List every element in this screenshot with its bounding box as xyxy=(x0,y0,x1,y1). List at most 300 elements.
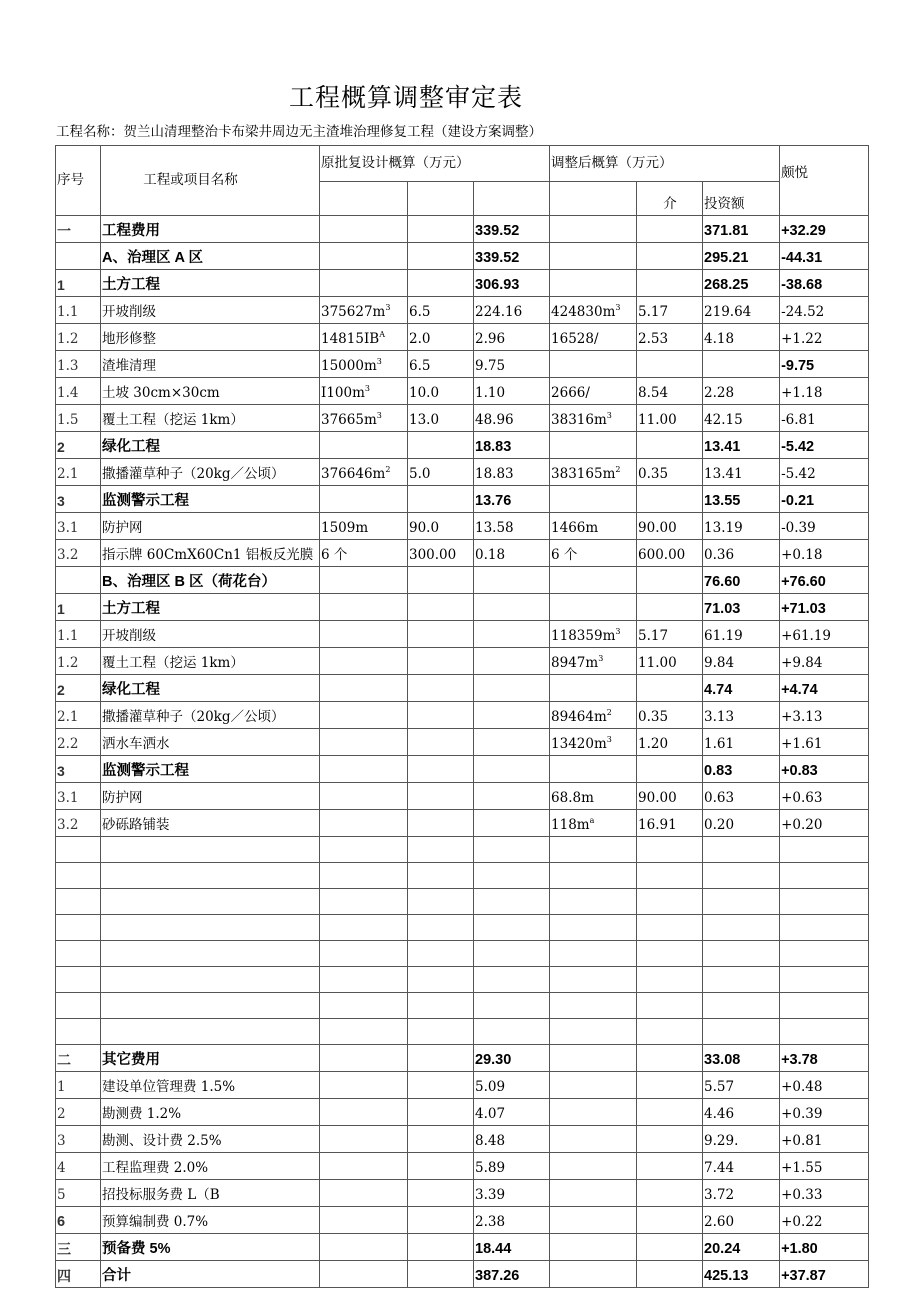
difference-text: +0.63 xyxy=(781,790,823,806)
original-price-cell xyxy=(408,702,474,729)
table-row xyxy=(56,702,869,729)
table-row xyxy=(56,783,869,810)
original-amount-text: 13.76 xyxy=(475,493,512,509)
table-row xyxy=(56,756,869,783)
adjusted-unit-price-text: 5.17 xyxy=(638,304,669,320)
original-qty-cell xyxy=(320,432,408,459)
name-cell xyxy=(101,1261,320,1288)
original-qty-text: I100m xyxy=(321,385,365,401)
name-cell xyxy=(101,941,320,967)
adjusted-amount-cell xyxy=(703,1126,780,1153)
original-amount-cell xyxy=(474,729,550,756)
name-cell xyxy=(101,783,320,810)
seq-text: 2 xyxy=(57,682,65,698)
original-price-cell xyxy=(408,405,474,432)
difference-cell xyxy=(780,1234,869,1261)
original-price-cell xyxy=(408,1207,474,1234)
name-text: 勘测费 1.2% xyxy=(102,1106,182,1122)
original-amount-text: 18.83 xyxy=(475,466,514,482)
difference-cell xyxy=(780,1153,869,1180)
seq-text: 1.2 xyxy=(57,331,79,347)
adjusted-unit-price-cell xyxy=(637,783,703,810)
adjusted-qty-text: 6 个 xyxy=(551,547,578,563)
name-text: 覆土工程（挖运 1km） xyxy=(102,655,244,671)
adjusted-amount-text: 371.81 xyxy=(704,223,749,239)
table-row xyxy=(56,621,869,648)
adjusted-amount-text: 9.84 xyxy=(704,655,735,671)
difference-cell xyxy=(780,594,869,621)
seq-text: 3.1 xyxy=(57,520,79,536)
original-amount-text: 18.44 xyxy=(475,1241,512,1257)
difference-text: +0.22 xyxy=(781,1214,823,1230)
adjusted-qty-cell xyxy=(550,702,637,729)
original-amount-cell xyxy=(474,967,550,993)
name-text: 指示牌 60CmX60Cn1 铝板反光膜 xyxy=(102,547,314,563)
adjusted-amount-cell xyxy=(703,378,780,405)
name-text: 地形修整 xyxy=(102,331,156,347)
difference-cell xyxy=(780,351,869,378)
name-text: 其它费用 xyxy=(102,1052,160,1068)
original-amount-text: 4.07 xyxy=(475,1106,506,1122)
name-text: 砂砾路铺装 xyxy=(102,817,170,833)
adjusted-unit-price-cell xyxy=(637,270,703,297)
name-cell xyxy=(101,863,320,889)
table-row xyxy=(56,1261,869,1288)
original-qty-cell xyxy=(320,1045,408,1072)
adjusted-qty-cell xyxy=(550,378,637,405)
seq-text: 2 xyxy=(57,439,65,455)
header-row-1 xyxy=(56,146,869,182)
name-text: 合计 xyxy=(102,1268,131,1284)
difference-cell xyxy=(780,621,869,648)
difference-text: +71.03 xyxy=(781,601,826,617)
original-amount-cell xyxy=(474,889,550,915)
name-cell xyxy=(101,297,320,324)
table-row xyxy=(56,941,869,967)
original-amount-cell xyxy=(474,1099,550,1126)
original-qty-cell xyxy=(320,1126,408,1153)
original-qty-text: 376646m xyxy=(321,466,386,482)
original-qty-cell xyxy=(320,648,408,675)
adjusted-unit-price-cell xyxy=(637,324,703,351)
unit-superscript: 2 xyxy=(385,465,391,474)
original-qty-cell xyxy=(320,889,408,915)
adjusted-amount-cell xyxy=(703,915,780,941)
adjusted-qty-cell xyxy=(550,783,637,810)
header-original-group: 原批复设计概算（万元） xyxy=(320,146,550,182)
adjusted-unit-price-text: 90.00 xyxy=(638,790,677,806)
name-cell xyxy=(101,889,320,915)
seq-cell xyxy=(56,967,101,993)
adjusted-qty-cell xyxy=(550,1180,637,1207)
name-cell xyxy=(101,1019,320,1045)
unit-superscript: 2 xyxy=(615,465,621,474)
adjusted-amount-cell xyxy=(703,216,780,243)
original-price-text: 13.0 xyxy=(409,412,440,428)
adjusted-amount-text: 33.08 xyxy=(704,1052,741,1068)
name-text: 建设单位管理费 1.5% xyxy=(102,1079,236,1095)
original-price-cell xyxy=(408,1019,474,1045)
difference-cell xyxy=(780,378,869,405)
adjusted-unit-price-text: 2.53 xyxy=(638,331,669,347)
name-text: 开坡削级 xyxy=(102,304,156,320)
table-row xyxy=(56,993,869,1019)
difference-text: +3.13 xyxy=(781,709,823,725)
name-text: A、治理区 A 区 xyxy=(102,250,203,266)
name-cell xyxy=(101,513,320,540)
original-qty-cell xyxy=(320,675,408,702)
header-difference: 颇悦 xyxy=(780,146,869,216)
original-amount-cell xyxy=(474,297,550,324)
budget-adjustment-table xyxy=(55,145,869,1288)
header-original-price xyxy=(408,182,474,216)
adjusted-amount-cell xyxy=(703,1234,780,1261)
name-cell xyxy=(101,351,320,378)
header-adjusted-unit-price: 介 xyxy=(637,182,703,216)
difference-cell xyxy=(780,405,869,432)
original-amount-text: 2.38 xyxy=(475,1214,506,1230)
original-qty-cell xyxy=(320,297,408,324)
difference-cell xyxy=(780,889,869,915)
name-cell xyxy=(101,993,320,1019)
adjusted-amount-text: 4.18 xyxy=(704,331,735,347)
adjusted-unit-price-cell xyxy=(637,432,703,459)
seq-cell xyxy=(56,1126,101,1153)
table-row xyxy=(56,810,869,837)
adjusted-qty-cell xyxy=(550,1126,637,1153)
adjusted-unit-price-text: 16.91 xyxy=(638,817,677,833)
original-qty-cell xyxy=(320,837,408,863)
name-cell xyxy=(101,1207,320,1234)
difference-cell xyxy=(780,993,869,1019)
name-text: 土方工程 xyxy=(102,601,160,617)
adjusted-amount-cell xyxy=(703,1180,780,1207)
adjusted-qty-text: 8947m xyxy=(551,655,599,671)
adjusted-amount-text: 2.28 xyxy=(704,385,735,401)
header-original-amount xyxy=(474,182,550,216)
adjusted-amount-cell xyxy=(703,889,780,915)
difference-cell xyxy=(780,648,869,675)
adjusted-qty-cell xyxy=(550,1153,637,1180)
adjusted-amount-text: 2.60 xyxy=(704,1214,735,1230)
original-amount-cell xyxy=(474,702,550,729)
seq-cell xyxy=(56,1072,101,1099)
original-qty-cell xyxy=(320,243,408,270)
adjusted-unit-price-cell xyxy=(637,378,703,405)
original-price-cell xyxy=(408,1153,474,1180)
adjusted-unit-price-cell xyxy=(637,1153,703,1180)
original-amount-cell xyxy=(474,1019,550,1045)
original-price-cell xyxy=(408,513,474,540)
table-row xyxy=(56,1045,869,1072)
seq-text: 3 xyxy=(57,1133,66,1149)
difference-text: +32.29 xyxy=(781,223,826,239)
difference-cell xyxy=(780,567,869,594)
adjusted-amount-cell xyxy=(703,567,780,594)
original-amount-cell xyxy=(474,941,550,967)
table-row xyxy=(56,1126,869,1153)
unit-superscript: 3 xyxy=(615,627,621,636)
original-amount-text: 306.93 xyxy=(475,277,520,293)
name-text: 监测警示工程 xyxy=(102,763,189,779)
difference-text: -44.31 xyxy=(781,250,823,266)
name-cell xyxy=(101,756,320,783)
project-label: 工程名称： xyxy=(56,124,124,140)
adjusted-amount-text: 0.20 xyxy=(704,817,735,833)
table-row xyxy=(56,1153,869,1180)
table-row xyxy=(56,1019,869,1045)
adjusted-amount-cell xyxy=(703,783,780,810)
difference-cell xyxy=(780,915,869,941)
seq-text: 1 xyxy=(57,277,65,293)
difference-text: +3.78 xyxy=(781,1052,818,1068)
original-qty-cell xyxy=(320,486,408,513)
difference-text: +0.20 xyxy=(781,817,823,833)
adjusted-qty-text: 2666/ xyxy=(551,385,590,401)
adjusted-amount-cell xyxy=(703,621,780,648)
adjusted-amount-cell xyxy=(703,243,780,270)
original-amount-text: 9.75 xyxy=(475,358,506,374)
name-text: 开坡削级 xyxy=(102,628,156,644)
original-price-cell xyxy=(408,540,474,567)
difference-cell xyxy=(780,1180,869,1207)
original-amount-cell xyxy=(474,1180,550,1207)
table-row xyxy=(56,675,869,702)
original-amount-cell xyxy=(474,993,550,1019)
adjusted-qty-cell xyxy=(550,216,637,243)
seq-cell xyxy=(56,243,101,270)
difference-cell xyxy=(780,1207,869,1234)
table-row xyxy=(56,243,869,270)
original-price-text: 300.00 xyxy=(409,547,457,563)
adjusted-qty-cell xyxy=(550,941,637,967)
difference-cell xyxy=(780,1261,869,1288)
header-adjusted-group: 调整后概算（万元） xyxy=(550,146,780,182)
name-text: 土方工程 xyxy=(102,277,160,293)
adjusted-amount-cell xyxy=(703,513,780,540)
name-cell xyxy=(101,216,320,243)
original-amount-cell xyxy=(474,675,550,702)
adjusted-amount-text: 219.64 xyxy=(704,304,752,320)
adjusted-amount-text: 20.24 xyxy=(704,1241,741,1257)
adjusted-amount-cell xyxy=(703,405,780,432)
adjusted-amount-cell xyxy=(703,993,780,1019)
original-qty-cell xyxy=(320,783,408,810)
adjusted-unit-price-cell xyxy=(637,915,703,941)
adjusted-amount-cell xyxy=(703,1261,780,1288)
table-row xyxy=(56,270,869,297)
original-price-cell xyxy=(408,378,474,405)
original-amount-cell xyxy=(474,621,550,648)
original-amount-cell xyxy=(474,1045,550,1072)
adjusted-unit-price-text: 11.00 xyxy=(638,655,677,671)
adjusted-qty-cell xyxy=(550,405,637,432)
table-row xyxy=(56,540,869,567)
original-qty-cell xyxy=(320,567,408,594)
name-cell xyxy=(101,324,320,351)
seq-cell xyxy=(56,648,101,675)
original-price-cell xyxy=(408,1099,474,1126)
difference-text: -0.39 xyxy=(781,520,816,536)
seq-cell xyxy=(56,941,101,967)
adjusted-unit-price-cell xyxy=(637,405,703,432)
seq-text: 1.5 xyxy=(57,412,79,428)
difference-cell xyxy=(780,756,869,783)
original-amount-cell xyxy=(474,1261,550,1288)
original-qty-cell xyxy=(320,1180,408,1207)
seq-cell xyxy=(56,889,101,915)
name-text: 绿化工程 xyxy=(102,682,160,698)
seq-text: 3 xyxy=(57,493,65,509)
original-price-cell xyxy=(408,567,474,594)
adjusted-unit-price-text: 0.35 xyxy=(638,709,669,725)
original-price-cell xyxy=(408,729,474,756)
difference-text: +0.83 xyxy=(781,763,818,779)
seq-cell xyxy=(56,594,101,621)
difference-cell xyxy=(780,216,869,243)
original-qty-text: 14815IB xyxy=(321,331,380,347)
difference-text: +76.60 xyxy=(781,574,826,590)
adjusted-amount-cell xyxy=(703,540,780,567)
difference-text: -9.75 xyxy=(781,358,815,374)
unit-superscript: 3 xyxy=(376,411,382,420)
original-amount-cell xyxy=(474,351,550,378)
difference-cell xyxy=(780,729,869,756)
adjusted-amount-cell xyxy=(703,297,780,324)
original-price-cell xyxy=(408,993,474,1019)
name-cell xyxy=(101,648,320,675)
original-amount-cell xyxy=(474,567,550,594)
difference-cell xyxy=(780,675,869,702)
adjusted-amount-cell xyxy=(703,486,780,513)
adjusted-unit-price-cell xyxy=(637,567,703,594)
unit-superscript: 3 xyxy=(364,384,370,393)
table-row xyxy=(56,432,869,459)
name-cell xyxy=(101,729,320,756)
adjusted-qty-text: 16528/ xyxy=(551,331,599,347)
original-qty-cell xyxy=(320,993,408,1019)
adjusted-qty-text: 118m xyxy=(551,817,590,833)
original-qty-cell xyxy=(320,459,408,486)
adjusted-qty-cell xyxy=(550,837,637,863)
difference-text: +9.84 xyxy=(781,655,823,671)
unit-superscript: 3 xyxy=(598,654,604,663)
adjusted-unit-price-text: 1.20 xyxy=(638,736,669,752)
adjusted-qty-text: 424830m xyxy=(551,304,616,320)
table-row xyxy=(56,567,869,594)
seq-text: 1 xyxy=(57,1079,66,1095)
original-amount-text: 48.96 xyxy=(475,412,514,428)
original-price-cell xyxy=(408,594,474,621)
adjusted-unit-price-cell xyxy=(637,810,703,837)
adjusted-amount-cell xyxy=(703,837,780,863)
name-cell xyxy=(101,432,320,459)
table-row xyxy=(56,889,869,915)
table-row xyxy=(56,837,869,863)
adjusted-amount-cell xyxy=(703,941,780,967)
original-qty-cell xyxy=(320,702,408,729)
seq-text: 2 xyxy=(57,1106,66,1122)
seq-cell xyxy=(56,486,101,513)
difference-text: +61.19 xyxy=(781,628,832,644)
difference-cell xyxy=(780,1072,869,1099)
original-price-text: 6.5 xyxy=(409,304,431,320)
adjusted-amount-text: 1.61 xyxy=(704,736,735,752)
difference-text: -38.68 xyxy=(781,277,823,293)
adjusted-amount-cell xyxy=(703,459,780,486)
adjusted-unit-price-cell xyxy=(637,243,703,270)
original-amount-cell xyxy=(474,863,550,889)
adjusted-qty-cell xyxy=(550,567,637,594)
difference-cell xyxy=(780,967,869,993)
difference-text: +0.48 xyxy=(781,1079,823,1095)
seq-cell xyxy=(56,270,101,297)
adjusted-unit-price-cell xyxy=(637,675,703,702)
adjusted-qty-cell xyxy=(550,1045,637,1072)
original-qty-cell xyxy=(320,540,408,567)
adjusted-amount-text: 13.55 xyxy=(704,493,741,509)
seq-text: 四 xyxy=(57,1268,71,1284)
original-amount-cell xyxy=(474,648,550,675)
adjusted-amount-text: 61.19 xyxy=(704,628,743,644)
difference-cell xyxy=(780,324,869,351)
original-price-cell xyxy=(408,756,474,783)
original-qty-cell xyxy=(320,270,408,297)
adjusted-amount-text: 0.83 xyxy=(704,763,733,779)
original-amount-cell xyxy=(474,783,550,810)
original-price-cell xyxy=(408,941,474,967)
table-row xyxy=(56,863,869,889)
original-amount-text: 1.10 xyxy=(475,385,506,401)
original-amount-cell xyxy=(474,432,550,459)
difference-cell xyxy=(780,810,869,837)
original-price-cell xyxy=(408,459,474,486)
table-row xyxy=(56,513,869,540)
adjusted-amount-text: 76.60 xyxy=(704,574,741,590)
header-adjusted-qty xyxy=(550,182,637,216)
adjusted-qty-text: 1466m xyxy=(551,520,599,536)
unit-superscript: 3 xyxy=(606,411,612,420)
adjusted-qty-cell xyxy=(550,648,637,675)
difference-text: +1.55 xyxy=(781,1160,823,1176)
original-price-cell xyxy=(408,648,474,675)
seq-text: 2.1 xyxy=(57,466,79,482)
adjusted-amount-cell xyxy=(703,729,780,756)
original-price-cell xyxy=(408,351,474,378)
original-amount-text: 29.30 xyxy=(475,1052,512,1068)
name-text: 渣堆清理 xyxy=(102,358,156,374)
name-text: 土坡 30cm×30cm xyxy=(102,385,220,401)
original-price-cell xyxy=(408,1261,474,1288)
adjusted-qty-text: 383165m xyxy=(551,466,616,482)
original-price-cell xyxy=(408,783,474,810)
name-text: 招投标服务费 L（B xyxy=(102,1187,220,1203)
original-qty-cell xyxy=(320,1019,408,1045)
name-text: 预备费 5% xyxy=(102,1241,171,1257)
original-amount-text: 3.39 xyxy=(475,1187,506,1203)
adjusted-amount-cell xyxy=(703,863,780,889)
adjusted-unit-price-cell xyxy=(637,1072,703,1099)
adjusted-amount-cell xyxy=(703,270,780,297)
difference-cell xyxy=(780,941,869,967)
seq-cell xyxy=(56,513,101,540)
seq-text: 5 xyxy=(57,1187,66,1203)
adjusted-qty-cell xyxy=(550,756,637,783)
header-original-qty xyxy=(320,182,408,216)
difference-text: -24.52 xyxy=(781,304,825,320)
adjusted-unit-price-cell xyxy=(637,351,703,378)
adjusted-qty-cell xyxy=(550,324,637,351)
